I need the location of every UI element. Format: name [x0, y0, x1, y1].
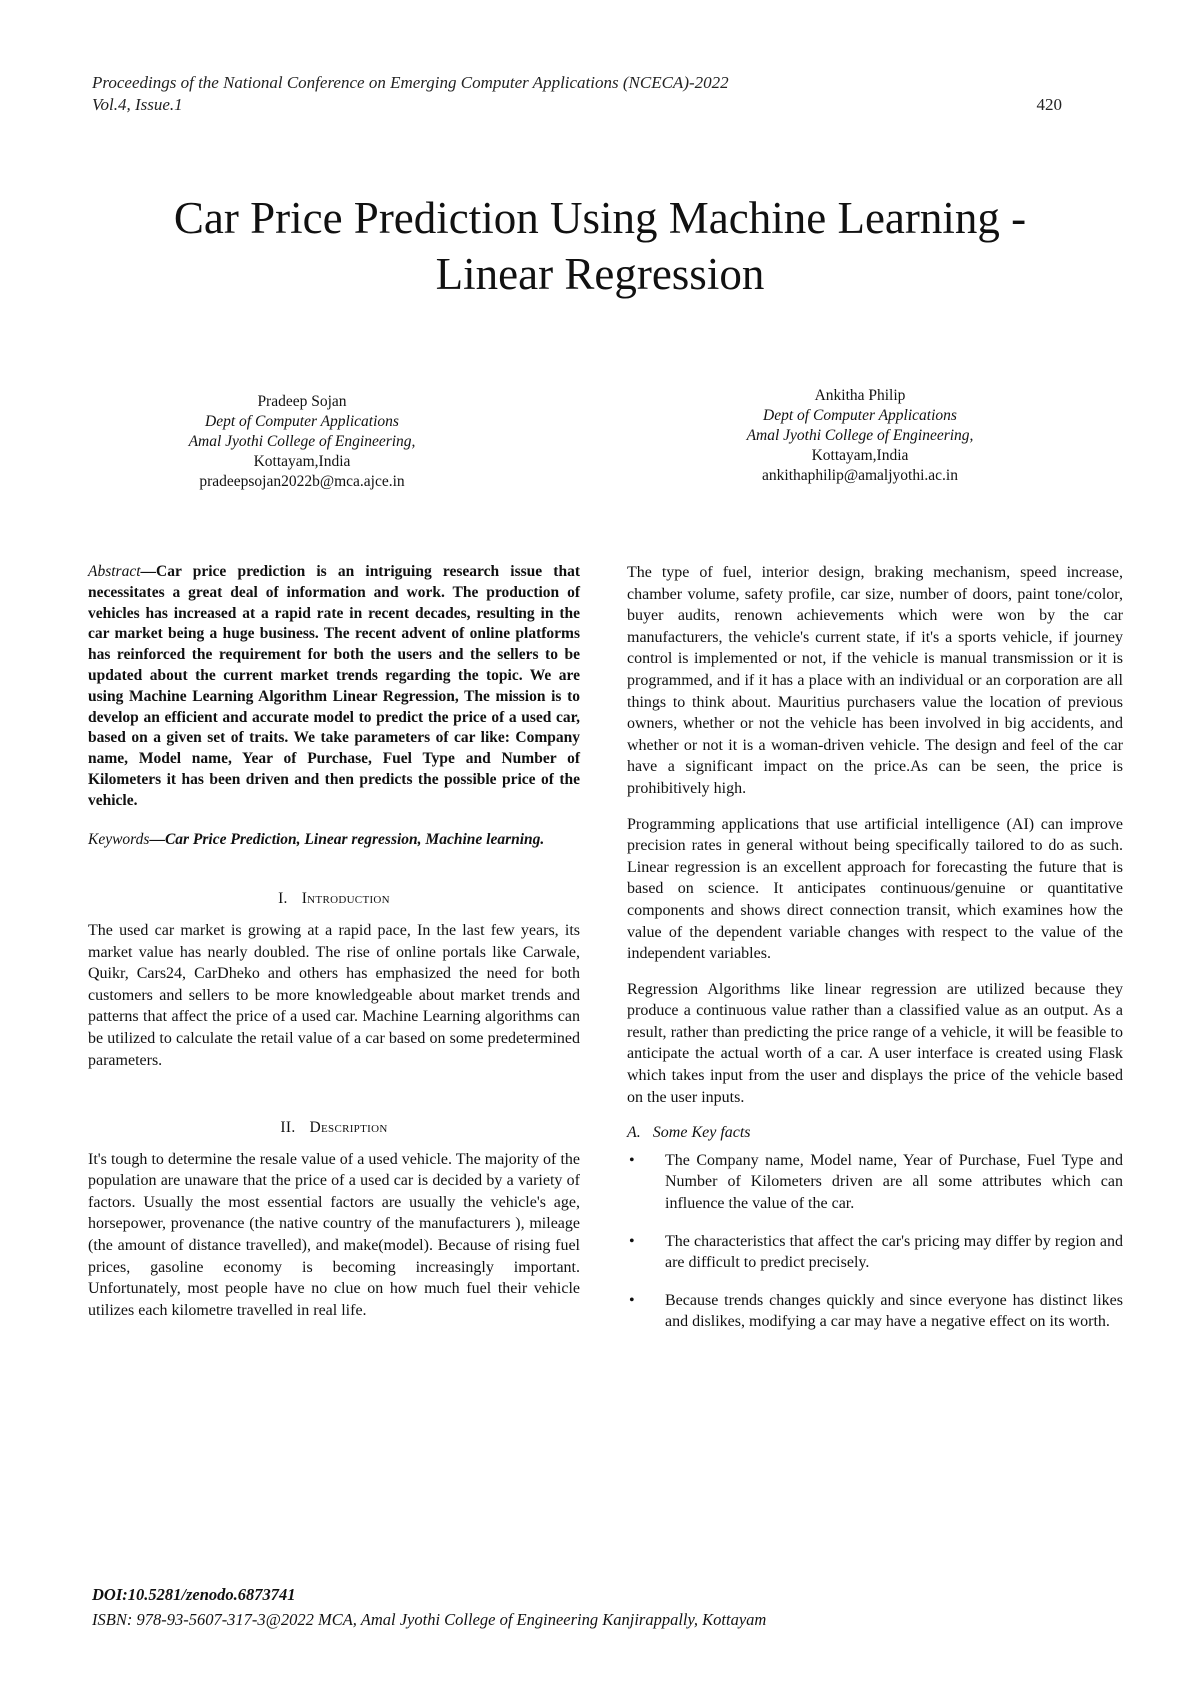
bullet-icon: •	[629, 1232, 635, 1250]
list-item-text: Because trends changes quickly and since everyone has distinct likes and dislikes, modifying a car may have a negative effect on its worth.	[665, 1291, 1123, 1331]
left-column	[88, 562, 580, 1321]
subsection-heading	[627, 1122, 1123, 1144]
author-name: Pradeep Sojan	[257, 393, 347, 410]
subsection-title: Some Key facts	[652, 1124, 751, 1142]
abstract-text: —Car price prediction is an intriguing research issue that necessitates a great deal of information and work. The production of vehicles has increased at a rapid rate in recent decades, resulting in the car market being a huge business. The recent advent of online platforms has reinforced the requirement for both the users and the sellers to be updated about the current market trends regarding the topic. We are using Machine Learning Algorithm Linear Regression, The mission is to develop an efficient and accurate model to predict the price of a used car, based on a given set of traits. We take parameters of car like: Company name, Model name, Year of Purchase, Fuel Type and Number of Kilometers it has been driven and then predicts the possible price of the vehicle.	[88, 563, 580, 809]
author-block-2	[640, 386, 1080, 486]
isbn-line: ISBN: 978-93-5607-317-3@2022 MCA, Amal Jyothi College of Engineering Kanjirappally, Kottayam	[92, 1610, 767, 1629]
section-number: II.	[280, 1119, 296, 1137]
title-line-2: Linear Regression	[435, 249, 765, 299]
key-facts-list	[627, 1150, 1123, 1333]
section-title: Introduction	[301, 890, 390, 908]
title-line-1: Car Price Prediction Using Machine Learning -	[173, 193, 1027, 243]
introduction-paragraph: The used car market is growing at a rapid pace, In the last few years, its market value has nearly doubled. The rise of online portals like Carwale, Quikr, Cars24, CarDheko and others has emphasized the need for both customers and sellers to be more knowledgeable about market trends and patterns that affect the price of a used car. Machine Learning algorithms can be utilized to calculate the retail value of a car based on some predetermined parameters.	[88, 921, 580, 1069]
volume-issue: Vol.4, Issue.1	[92, 95, 183, 114]
author-dept: Dept of Computer Applications	[205, 413, 399, 430]
keywords	[88, 830, 580, 851]
list-item	[627, 1290, 1123, 1333]
running-head	[92, 72, 1062, 116]
section-number: I.	[278, 890, 288, 908]
abstract-lead: Abstract	[88, 563, 141, 580]
keywords-text: —Car Price Prediction, Linear regression, Machine learning.	[149, 830, 545, 848]
description-paragraph: It's tough to determine the resale value of a used vehicle. The majority of the population are unaware that the price of a used car is decided by a variety of factors. Usually the most essential factors are usually the vehicle's age, horsepower, provenance (the native country of the manufacturers ), mileage (the amount of distance travelled), and make(model). Because of rising fuel prices, gasoline economy is becoming increasingly important. Unfortunately, most people have no clue on how much fuel their vehicle utilizes each kilometre travelled in real life.	[88, 1150, 580, 1319]
page-footer	[92, 1582, 1092, 1632]
author-location: Kottayam,India	[253, 453, 351, 470]
right-column	[627, 562, 1123, 1349]
author-college: Amal Jyothi College of Engineering,	[188, 433, 416, 450]
author-location: Kottayam,India	[811, 447, 909, 464]
list-item	[627, 1231, 1123, 1274]
author-block-1	[82, 392, 522, 492]
body-paragraph: The type of fuel, interior design, braking mechanism, speed increase, chamber volume, safety profile, car size, number of doors, paint tone/color, buyer audits, renown achievements which were won by the car manufacturers, the vehicle's current state, if it's a sports vehicle, if journey control is implemented or not, if the vehicle is manual transmission or it is programmed, and if it has a place with an individual or an corporation are all things to think about. Mauritius purchasers value the location of previous owners, whether or not the vehicle has been involved in big accidents, and whether or not it is a woman-driven vehicle. The design and feel of the car have a significant impact on the price.As can be seen, the price is prohibitively high.	[627, 564, 1123, 797]
section-title: Description	[309, 1119, 388, 1137]
body-paragraph: Regression Algorithms like linear regression are utilized because they produce a continuous value rather than a classified value as an output. As a result, rather than predicting the price range of a vehicle, it will be feasible to anticipate the actual worth of a car. A user interface is created using Flask which takes input from the user and displays the price of the vehicle based on the user inputs.	[627, 980, 1123, 1106]
paper-title	[60, 190, 1140, 302]
page-number: 420	[1036, 95, 1062, 114]
doi-link[interactable]: DOI:10.5281/zenodo.6873741	[92, 1585, 296, 1604]
author-email: ankithaphilip@amaljyothi.ac.in	[762, 467, 958, 484]
author-dept: Dept of Computer Applications	[763, 407, 957, 424]
list-item-text: The characteristics that affect the car's pricing may differ by region and are difficult to predict precisely.	[665, 1232, 1123, 1272]
section-heading-introduction	[88, 888, 580, 910]
abstract	[88, 562, 580, 812]
body-paragraph: Programming applications that use artificial intelligence (AI) can improve precision rates in general without being specifically tailored to do as such. Linear regression is an excellent approach for forecasting the future that is based on science. It anticipates continuous/genuine or quantitative components and shows direct connection transit, which examines how the value of the dependent variable changes with respect to the value of the independent variables.	[627, 815, 1123, 963]
list-item-text: The Company name, Model name, Year of Purchase, Fuel Type and Number of Kilometers driven are all some attributes which can influence the value of the car.	[665, 1151, 1123, 1213]
author-name: Ankitha Philip	[814, 387, 906, 404]
author-college: Amal Jyothi College of Engineering,	[746, 427, 974, 444]
subsection-number: A.	[627, 1124, 641, 1142]
conference-name: Proceedings of the National Conference on Emerging Computer Applications (NCECA)-2022	[92, 73, 729, 92]
keywords-lead: Keywords	[88, 830, 150, 848]
author-email: pradeepsojan2022b@mca.ajce.in	[199, 473, 405, 490]
list-item	[627, 1150, 1123, 1215]
bullet-icon: •	[629, 1151, 635, 1169]
bullet-icon: •	[629, 1291, 635, 1309]
section-heading-description	[88, 1117, 580, 1139]
